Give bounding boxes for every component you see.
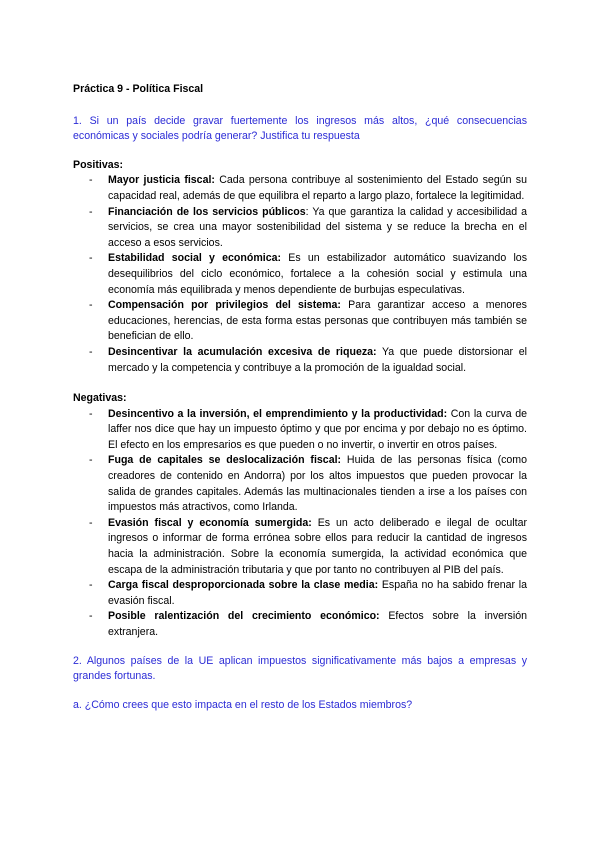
question-2a: a. ¿Cómo crees que esto impacta en el resto de los Estados miembros?	[73, 698, 413, 711]
item-text: Efectos sobre la inversión extranjera.	[108, 610, 527, 638]
list-item	[73, 609, 527, 640]
dash-bullet: -	[89, 407, 93, 420]
document-title: Práctica 9 - Política Fiscal	[73, 83, 204, 95]
dash-bullet: -	[89, 174, 93, 187]
item-text: Es un estabilizador automático suavizando los desequilibrios del ciclo económico, fortalece a la cohesión social y estimula una economía más equilibrada y menos dependiente de burbujas especulativas.	[108, 252, 527, 296]
document-page	[73, 82, 527, 713]
item-term: Desincentivar la acumulación excesiva de riqueza:	[108, 345, 377, 358]
item-term: Fuga de capitales se deslocalización fiscal:	[108, 454, 342, 467]
item-term: Desincentivo a la inversión, el emprendimiento y la productividad:	[108, 407, 448, 420]
item-term: Mayor justicia fiscal:	[108, 174, 215, 187]
dash-bullet: -	[89, 252, 93, 265]
item-term: Carga fiscal desproporcionada sobre la clase media:	[108, 579, 379, 592]
list-item	[73, 453, 527, 515]
dash-bullet: -	[89, 454, 93, 467]
item-text: Huida de las personas física (como creadores de contenido en Andorra) por los altos impuestos que pueden provocar la salida de grandes capitales. Además las multinacionales tienden a irse a los países con impuestos más atractivos, como Irlanda.	[108, 454, 528, 514]
negativas-heading: Negativas:	[73, 392, 127, 405]
question-1: 1. Si un país decide gravar fuertemente los ingresos más altos, ¿qué consecuencias económicas y sociales podría generar? Justifica tu respuesta	[73, 114, 527, 143]
item-term: Financiación de los servicios públicos	[108, 205, 306, 218]
list-item	[73, 578, 527, 609]
item-text: : Ya que garantiza la calidad y accesibilidad a servicios, se crea una mayor sostenibilidad del sistema y se reduce la brecha en el acceso a esos servicios.	[108, 205, 527, 249]
list-item	[73, 205, 527, 252]
list-item	[73, 516, 527, 578]
item-text: Para garantizar acceso a menores educaciones, herencias, de esta forma estas personas que contribuyen más también se benefician de ello.	[108, 299, 527, 343]
negativas-list	[73, 407, 527, 641]
positivas-heading: Positivas:	[73, 158, 124, 171]
dash-bullet: -	[89, 610, 93, 623]
item-text: España no ha sabido frenar la evasión fiscal.	[108, 579, 527, 607]
dash-bullet: -	[89, 516, 93, 529]
item-term: Evasión fiscal y economía sumergida:	[108, 516, 312, 529]
item-text: Cada persona contribuye al sostenimiento del Estado según su capacidad real, además de que equilibra el reparto a largo plazo, fortalece la legitimidad.	[108, 174, 527, 202]
item-term: Compensación por privilegios del sistema:	[108, 299, 341, 312]
item-term: Posible ralentización del crecimiento económico:	[108, 610, 380, 623]
dash-bullet: -	[89, 205, 93, 218]
item-text: Con la curva de laffer nos dice que hay un impuesto óptimo y que por encima y por debajo no es óptimo. El efecto en los empresarios es que pueden o no invertir, o invertir en otros países.	[108, 407, 527, 451]
dash-bullet: -	[89, 299, 93, 312]
item-text: Ya que puede distorsionar el mercado y la competencia y contribuye a la promoción de la igualdad social.	[108, 345, 527, 374]
list-item	[73, 298, 527, 345]
list-item	[73, 407, 527, 454]
dash-bullet: -	[89, 345, 93, 358]
item-text: Es un acto deliberado e ilegal de ocultar ingresos o informar de forma errónea sobre ellos para reducir la cantidad de ingresos hacia la administración. Sobre la economía sumergida, la actividad económica que escapa de la administración tributaria y que por tanto no contribuyen al PIB del país.	[108, 516, 528, 576]
list-item	[73, 345, 527, 376]
dash-bullet: -	[89, 579, 93, 592]
list-item	[73, 173, 527, 204]
list-item	[73, 251, 527, 298]
positivas-list	[73, 173, 527, 376]
item-term: Estabilidad social y económica:	[108, 252, 282, 265]
question-2: 2. Algunos países de la UE aplican impuestos significativamente más bajos a empresas y grandes fortunas.	[73, 654, 527, 683]
